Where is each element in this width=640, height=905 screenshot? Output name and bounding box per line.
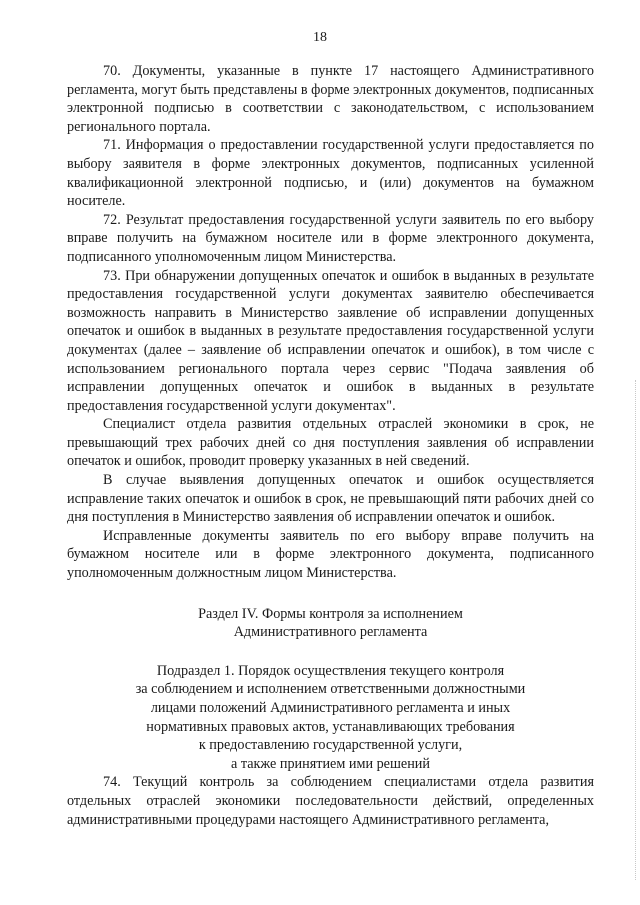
subsection-title-line: лицами положений Административного регламента и иных [150, 700, 511, 716]
section-title [67, 605, 594, 642]
paragraph-73: 73. При обнаружении допущенных опечаток и ошибок в выданных в результате предоставления государственной услуги документах заявителю обеспечивается возможность направить в Министерство заявление об исправлении допущенных опечаток и ошибок в выданных в результате предоставления государственной услуги документах (далее – заявление об исправлении опечаток и ошибок), в том числе с использованием регионального портала через сервис "Подача заявления об исправлении допущенных опечаток и ошибок в выданных в результате предоставления государственной услуги документах". [67, 267, 594, 414]
paragraph-71: 71. Информация о предоставлении государственной услуги предоставляется по выбору заявителя в форме электронных документов, подписанных усиленной квалификационной электронной подписью, и (или) документов на бумажном носителе. [67, 137, 594, 210]
paragraph-73-corrected-documents: Исправленные документы заявитель по его выбору вправе получить на бумажном носителе или в форме электронного документа, подписанного уполномоченным должностным лицом Министерства. [67, 527, 594, 582]
subsection-title [67, 662, 594, 774]
paragraph-73-correction: В случае выявления допущенных опечаток и ошибок осуществляется исправление таких опечаток и ошибок в срок, не превышающий пяти рабочих дней со дня поступления в Министерство заявления об исправлении опечаток и ошибок. [67, 472, 594, 526]
subsection-title-line: а также принятием ими решений [231, 755, 430, 772]
paragraph-74: 74. Текущий контроль за соблюдением специалистами отдела развития отдельных отраслей экономики последовательности действий, определенных административными процедурами настоящего Административного регламента, [67, 774, 594, 828]
scan-edge-mark [634, 380, 636, 880]
subsection-title-line: к предоставлению государственной услуги, [198, 737, 463, 754]
paragraph-72: 72. Результат предоставления государственной услуги заявитель по его выбору вправе получить на бумажном носителе или в форме электронного документа, подписанного уполномоченным лицом Министерства. [67, 211, 594, 265]
subsection-title-line: нормативных правовых актов, устанавливающих требования [146, 718, 515, 735]
document-body [67, 62, 594, 829]
section-title-line: Раздел IV. Формы контроля за исполнением [198, 605, 463, 622]
subsection-title-line: за соблюдением и исполнением ответственными должностными [135, 681, 526, 698]
paragraph-73-specialist-check: Специалист отдела развития отдельных отраслей экономики в срок, не превышающий трех рабочих дней со дня поступления заявления об исправлении опечаток и ошибок, проводит проверку указанных в ней сведений. [67, 416, 594, 470]
subsection-title-line: Подраздел 1. Порядок осуществления текущего контроля [156, 662, 505, 679]
paragraph-70: 70. Документы, указанные в пункте 17 настоящего Административного регламента, могут быть представлены в форме электронных документов, подписанных электронной подписью в соответствии с законодательством, с использованием регионального портала. [67, 63, 594, 135]
section-title-line: Административного регламента [233, 624, 428, 641]
page-number: 18 [313, 30, 327, 45]
